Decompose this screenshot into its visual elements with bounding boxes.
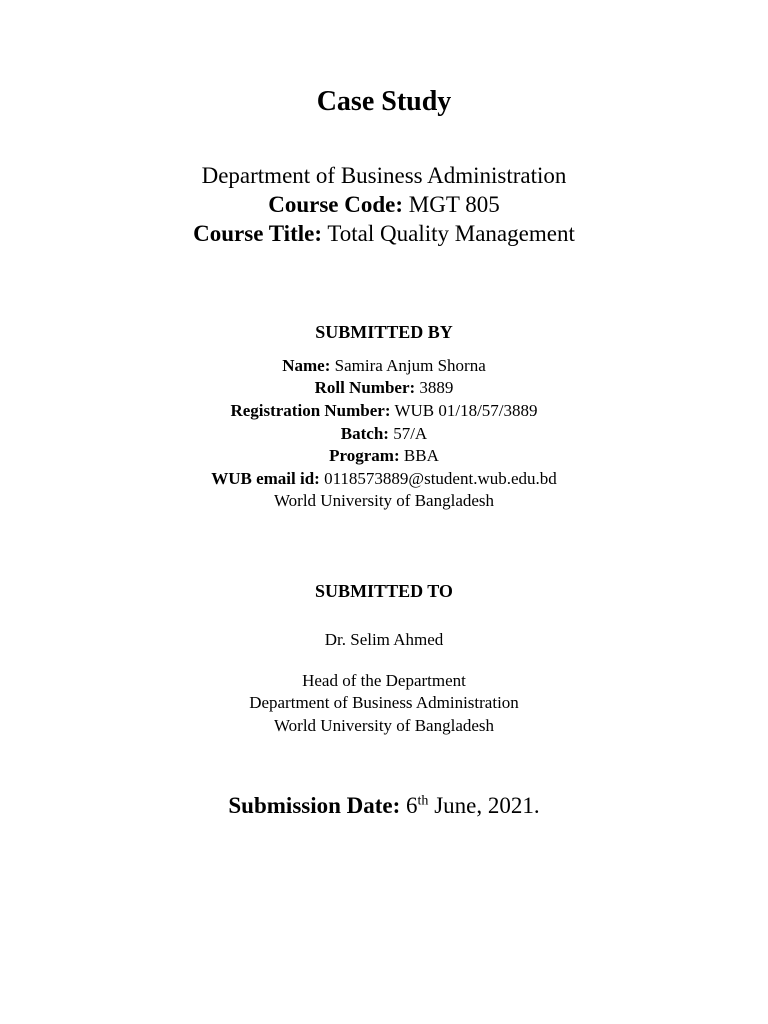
submission-date-label: Submission Date:: [228, 793, 401, 818]
batch-label: Batch:: [340, 424, 389, 443]
roll-number-label: Roll Number:: [314, 378, 416, 397]
course-title-value: Total Quality Management: [327, 221, 575, 246]
batch-value: 57/A: [393, 424, 428, 443]
course-code-line: [0, 192, 768, 218]
student-name-value: Samira Anjum Shorna: [334, 356, 486, 375]
email-value: 0118573889@student.wub.edu.bd: [324, 469, 557, 488]
submission-date-rest: June, 2021.: [434, 793, 540, 818]
email-label: WUB email id:: [211, 469, 320, 488]
document-title: Case Study: [316, 86, 452, 117]
submission-date-day: 6: [406, 793, 418, 818]
course-code-value: MGT 805: [408, 192, 500, 217]
program-value: BBA: [403, 446, 439, 465]
registration-number-line: [0, 401, 768, 421]
registration-number-value: WUB 01/18/57/3889: [394, 401, 538, 420]
student-name-line: [0, 356, 768, 376]
course-code-label: Course Code:: [268, 192, 404, 217]
course-title-line: [0, 221, 768, 247]
supervisor-position: Head of the Department: [302, 671, 466, 690]
roll-number-line: [0, 378, 768, 398]
submitted-by-heading: SUBMITTED BY: [315, 322, 453, 342]
department-name: Department of Business Administration: [201, 163, 567, 188]
student-name-label: Name:: [282, 356, 331, 375]
supervisor-department: Department of Business Administration: [249, 693, 519, 712]
submission-date-suffix: th: [417, 793, 429, 809]
program-label: Program:: [329, 446, 400, 465]
course-title-label: Course Title:: [193, 221, 322, 246]
supervisor-university: World University of Bangladesh: [273, 716, 495, 735]
supervisor-name: Dr. Selim Ahmed: [324, 630, 444, 649]
batch-line: [0, 424, 768, 444]
registration-number-label: Registration Number:: [230, 401, 391, 420]
submission-date-line: [0, 793, 768, 819]
student-university: World University of Bangladesh: [273, 491, 495, 510]
program-line: [0, 446, 768, 466]
roll-number-value: 3889: [419, 378, 454, 397]
email-line: [0, 469, 768, 489]
submitted-to-heading: SUBMITTED TO: [315, 581, 453, 601]
